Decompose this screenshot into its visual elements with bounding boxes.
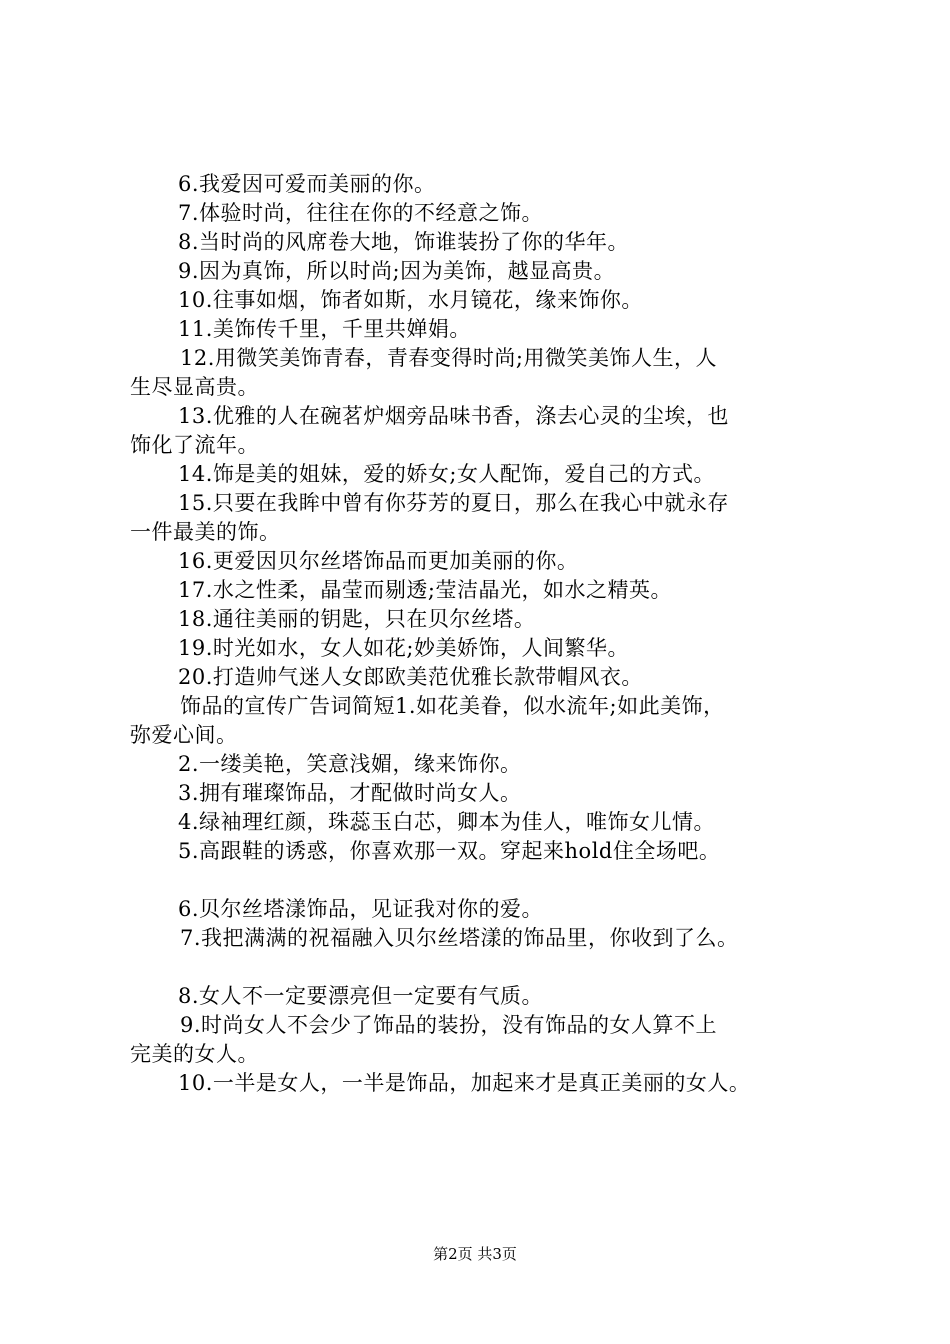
text-line: 3.拥有璀璨饰品，才配做时尚女人。 (178, 781, 522, 805)
text-line: 饰品的宣传广告词简短1.如花美眷，似水流年;如此美饰， (180, 694, 725, 718)
text-line: 6.我爱因可爱而美丽的你。 (178, 172, 436, 196)
text-line: 完美的女人。 (130, 1042, 259, 1066)
text-line: 12.用微笑美饰青春，青春变得时尚;用微笑美饰人生，人 (180, 346, 717, 370)
text-line: 一件最美的饰。 (130, 520, 281, 544)
text-line: 18.通往美丽的钥匙，只在贝尔丝塔。 (178, 607, 536, 631)
text-line: 16.更爱因贝尔丝塔饰品而更加美丽的你。 (178, 549, 579, 573)
text-line: 弥爱心间。 (130, 723, 238, 747)
text-line: 10.一半是女人，一半是饰品，加起来才是真正美丽的女人。 (178, 1071, 751, 1095)
text-line: 15.只要在我眸中曾有你芬芳的夏日，那么在我心中就永存 (178, 491, 729, 515)
paragraph-gap (130, 953, 850, 982)
text-line: 7.体验时尚，往往在你的不经意之饰。 (178, 201, 544, 225)
document-body (130, 170, 850, 1098)
text-line: 14.饰是美的姐妹，爱的娇女;女人配饰，爱自己的方式。 (178, 462, 715, 486)
text-line: 8.当时尚的风席卷大地，饰谁装扮了你的华年。 (178, 230, 630, 254)
text-line: 6.贝尔丝塔漾饰品，见证我对你的爱。 (178, 897, 544, 921)
text-line: 9.因为真饰，所以时尚;因为美饰，越显高贵。 (178, 259, 616, 283)
text-line: 17.水之性柔，晶莹而剔透;莹洁晶光，如水之精英。 (178, 578, 672, 602)
text-line: 生尽显高贵。 (130, 375, 259, 399)
text-line: 20.打造帅气迷人女郎欧美范优雅长款带帽风衣。 (178, 665, 643, 689)
paragraph-gap (130, 866, 850, 895)
text-line: 19.时光如水，女人如花;妙美娇饰，人间繁华。 (178, 636, 629, 660)
text-line: 8.女人不一定要漂亮但一定要有气质。 (178, 984, 544, 1008)
text-line: 饰化了流年。 (130, 433, 259, 457)
page-footer: 第2页 共3页 (433, 1245, 517, 1263)
text-line: 13.优雅的人在碗茗炉烟旁品味书香，涤去心灵的尘埃，也 (178, 404, 729, 428)
text-line: 11.美饰传千里，千里共婵娟。 (178, 317, 471, 341)
text-line: 5.高跟鞋的诱惑，你喜欢那一双。穿起来hold住全场吧。 (178, 839, 721, 863)
text-line: 9.时尚女人不会少了饰品的装扮，没有饰品的女人算不上 (180, 1013, 718, 1037)
text-line: 2.一缕美艳，笑意浅媚，缘来饰你。 (178, 752, 522, 776)
text-line: 10.往事如烟，饰者如斯，水月镜花，缘来饰你。 (178, 288, 643, 312)
text-line: 7.我把满满的祝福融入贝尔丝塔漾的饰品里，你收到了么。 (180, 926, 739, 950)
text-line: 4.绿袖理红颜，珠蕊玉白芯，卿本为佳人，唯饰女儿情。 (178, 810, 716, 834)
